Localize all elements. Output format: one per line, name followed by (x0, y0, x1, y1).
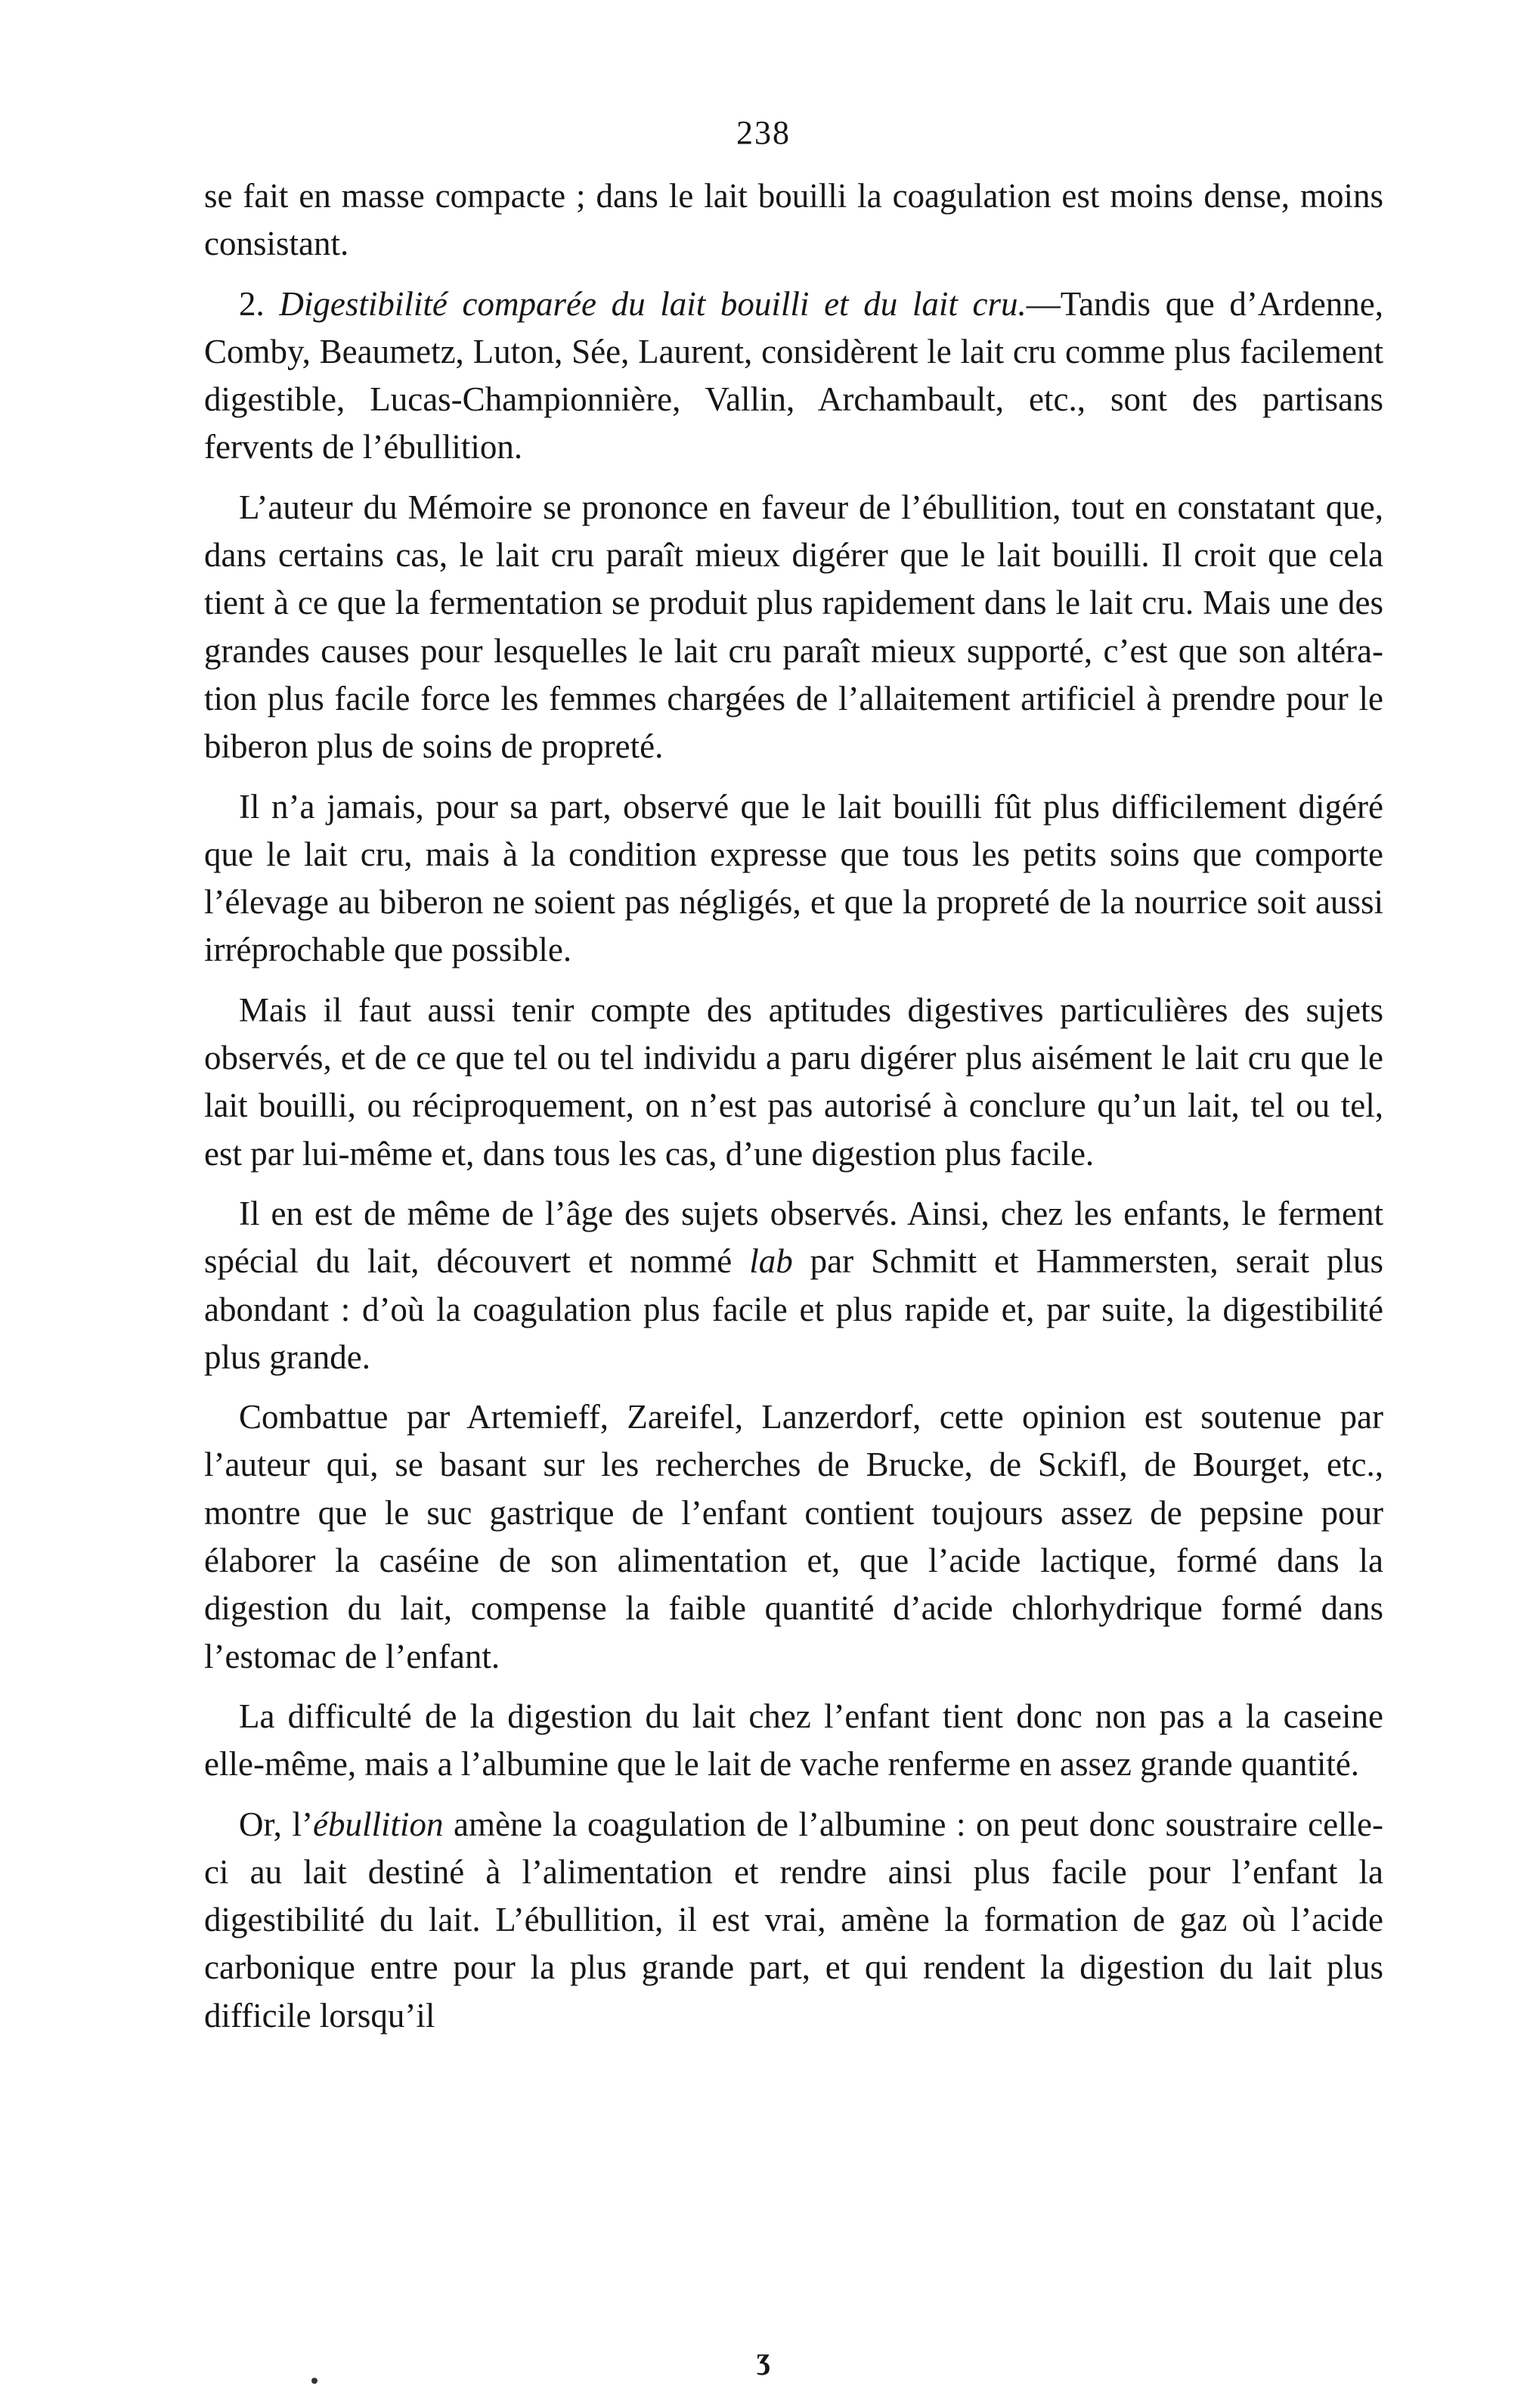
page-number: 238 (736, 114, 791, 151)
section-heading-italic: Digestibilité comparée du lait bouilli et du lait cru. (279, 284, 1027, 323)
paragraph-9: Or, l’ébullition amène la coagulation de l’albumine : on peut donc soustraire celle-ci au lait destiné à l’alimentation et rendre ainsi plus facile pour l’enfant la digestibilité du lait. L’ébullition, il est vrai, amène la formation de gaz où l’acide carbonique entre pour la plus grande part, et qui rendent la digestion du lait plus difficile lorsqu’il (204, 1805, 1384, 2035)
signature-mark: ʒ (756, 2341, 771, 2375)
term-ebullition-italic: ébullition (312, 1805, 444, 1843)
paragraph-4: Il n’a jamais, pour sa part, observé que le lait bouilli fût plus difficilement digéré que le lait cru, mais à la condition expresse que tous les petits soins que comporte l’élevage au biberon ne soient pas négligés, et que la propreté de la nourrice soit aussi irréprochable que possible. (204, 787, 1383, 969)
paragraph-6: Il en est de même de l’âge des sujets observés. Ainsi, chez les enfants, le ferment spécial du lait, découvert et nommé lab par Schmitt et Hammersten, serait plus abondant : d’où la coagulation plus facile et plus rapide et, par suite, la digestibilité plus grande. (204, 1194, 1383, 1376)
paragraph-5: Mais il faut aussi tenir compte des aptitudes digestives particulières des sujets observés, et de ce que tel ou tel individu a paru digérer plus aisément le lait cru que le lait bouilli, ou réciproquement, on n’est pas autorisé à conclure qu’un lait, tel ou tel, est par lui-même et, dans tous les cas, d’une digestion plus facile. (204, 990, 1383, 1173)
body-text (204, 172, 1383, 2052)
paragraph-2: 2. Digestibilité comparée du lait bouilli et du lait cru.—Tandis que d’Ardenne, Comby, Beaumetz, Luton, Sée, Laurent, considèrent le lait cru comme plus facilement digestible, Lucas-Championnière, Vallin, Archambault, etc., sont des partisans fervents de l’ébullition. (204, 284, 1384, 466)
term-lab-italic: lab (749, 1242, 793, 1281)
paragraph-1: se fait en masse compacte ; dans le lait bouilli la coagulation est moins dense, moins consistant. (204, 177, 1383, 263)
paragraph-8: La difficulté de la digestion du lait chez l’enfant tient donc non pas a la caseine elle-même, mais a l’albumine que le lait de vache renferme en assez grande quantité. (204, 1697, 1383, 1784)
stray-dot (311, 2378, 317, 2384)
paragraph-7: Combattue par Artemieff, Zareifel, Lanzerdorf, cette opinion est soutenue par l’auteur qui, se basant sur les recherches de Brucke, de Sckifl, de Bourget, etc., montre que le suc gastrique de l’enfant contient toujours assez de pepsine pour élaborer la caséine de son alimentation et, que l’acide lactique, formé dans la digestion du lait, compense la faible quantité d’acide chlorhydrique formé dans l’estomac de l’enfant. (204, 1398, 1383, 1675)
paragraph-3: L’auteur du Mémoire se prononce en faveur de l’ébullition, tout en constatant que, dans certains cas, le lait cru paraît mieux digérer que le lait bouilli. Il croit que cela tient à ce que la fermentation se produit plus rapidement dans le lait cru. Mais une des grandes causes pour lesquelles le lait cru paraît mieux supporté, c’est que son altération plus facile force les femmes chargées de l’allaitement artificiel à prendre pour le biberon plus de soins de propreté. (204, 488, 1383, 766)
